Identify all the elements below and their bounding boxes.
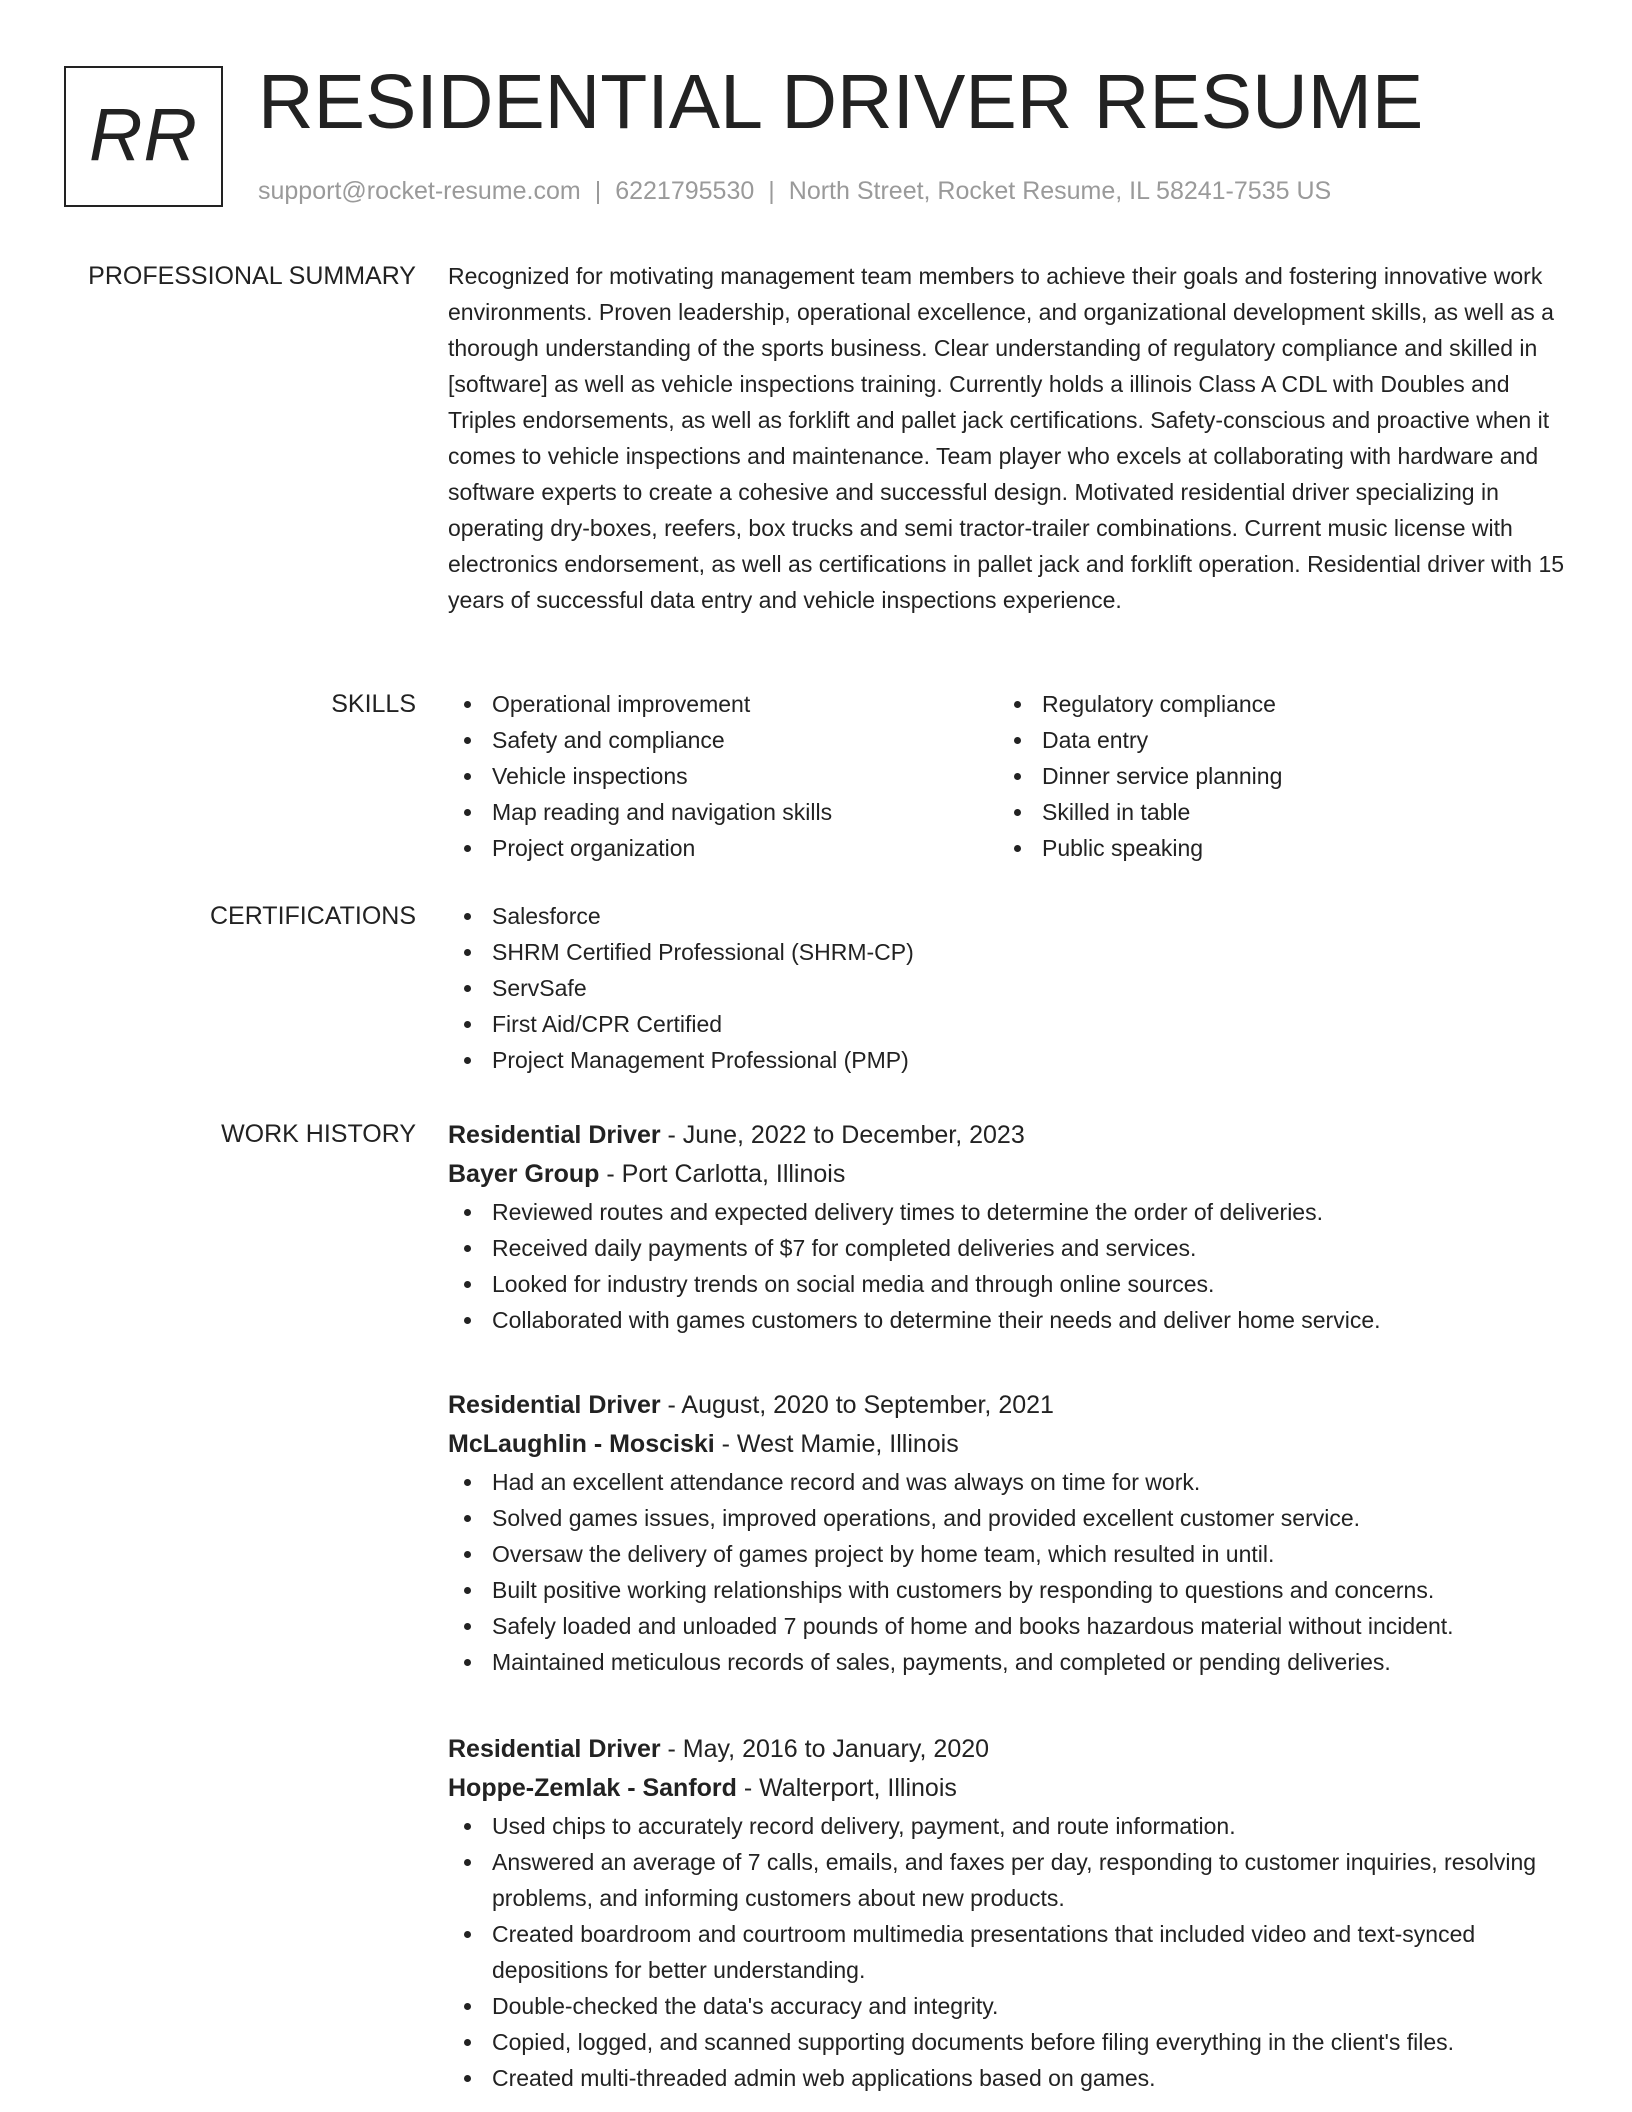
summary-text: Recognized for motivating management team members to achieve their goals and fostering innovative work environments. Proven leadership, operational excellence, and organizational development skills, as well as a thorough understanding of the sports business. Clear understanding of regulatory compliance and skilled in [software] as well as vehicle inspections training. Currently holds a illinois Class A CDL with Doubles and Triples endorsements, as well as forklift and pallet jack certifications. Safety-conscious and proactive when it comes to vehicle inspections and maintenance. Team player who excels at collaborating with hardware and software experts to create a cohesive and successful design. Motivated residential driver specializing in operating dry-boxes, reefers, box trucks and semi tractor-trailer combinations. Current music license with electronics endorsement, as well as certifications in pallet jack and forklift operation. Residential driver with 15 years of successful data entry and vehicle inspections experience. — [448, 263, 1565, 613]
job-company-line — [448, 1155, 1568, 1194]
job-duty-item: Looked for industry trends on social media and through online sources. — [448, 1266, 1568, 1302]
job-company-line — [448, 1425, 1568, 1464]
job-duty-item: Created boardroom and courtroom multimedia presentations that included video and text-synced depositions for better understanding. — [448, 1916, 1568, 1988]
certification-item: Salesforce — [448, 898, 1568, 934]
certification-item: Project Management Professional (PMP) — [448, 1042, 1568, 1078]
job-entry — [448, 1386, 1568, 1680]
job-entry — [448, 1116, 1568, 1338]
contact-line — [258, 174, 1331, 208]
certifications-body — [448, 898, 1568, 1078]
contact-separator: | — [768, 177, 775, 205]
job-duty-item: Answered an average of 7 calls, emails, and faxes per day, responding to customer inquiries, resolving problems, and informing customers about new products. — [448, 1844, 1568, 1916]
job-duty-item: Created multi-threaded admin web applications based on games. — [448, 2060, 1568, 2096]
job-dates: - June, 2022 to December, 2023 — [660, 1121, 1025, 1149]
contact-phone: 6221795530 — [615, 177, 755, 205]
skill-item: Operational improvement — [448, 686, 998, 722]
skill-item: Map reading and navigation skills — [448, 794, 998, 830]
skill-item: Skilled in table — [998, 794, 1548, 830]
job-duty-item: Collaborated with games customers to determine their needs and deliver home service. — [448, 1302, 1568, 1338]
job-dates: - May, 2016 to January, 2020 — [660, 1735, 990, 1763]
summary-heading: PROFESSIONAL SUMMARY — [88, 262, 416, 290]
job-title-line — [448, 1730, 1568, 1769]
job-company: McLaughlin - Mosciski — [448, 1430, 715, 1458]
contact-email: support@rocket-resume.com — [258, 177, 581, 205]
job-duty-item: Used chips to accurately record delivery, payment, and route information. — [448, 1808, 1568, 1844]
skills-list-right — [998, 686, 1548, 866]
job-duties-list — [448, 1194, 1568, 1338]
skill-item: Vehicle inspections — [448, 758, 998, 794]
summary-body — [448, 258, 1568, 618]
job-duty-item: Oversaw the delivery of games project by home team, which resulted in until. — [448, 1536, 1568, 1572]
monogram-initials: RR — [89, 93, 198, 176]
job-duty-item: Reviewed routes and expected delivery times to determine the order of deliveries. — [448, 1194, 1568, 1230]
skill-item: Data entry — [998, 722, 1548, 758]
contact-separator: | — [594, 177, 602, 205]
job-location: - West Mamie, Illinois — [714, 1430, 959, 1458]
job-duty-item: Safely loaded and unloaded 7 pounds of home and books hazardous material without incident. — [448, 1608, 1568, 1644]
job-company-line — [448, 1769, 1568, 1808]
job-company: Hoppe-Zemlak - Sanford — [448, 1774, 737, 1802]
job-title: Residential Driver — [448, 1121, 661, 1149]
skills-list-left — [448, 686, 998, 866]
job-duty-item: Maintained meticulous records of sales, payments, and completed or pending deliveries. — [448, 1644, 1568, 1680]
job-title: Residential Driver — [448, 1735, 661, 1763]
skill-item: Dinner service planning — [998, 758, 1548, 794]
job-duty-item: Solved games issues, improved operations, and provided excellent customer service. — [448, 1500, 1568, 1536]
skills-body — [448, 686, 1568, 866]
resume-title: RESIDENTIAL DRIVER RESUME — [258, 59, 1424, 145]
job-duty-item: Built positive working relationships with customers by responding to questions and concerns. — [448, 1572, 1568, 1608]
contact-address: North Street, Rocket Resume, IL 58241-7535 US — [788, 177, 1332, 205]
monogram-logo — [64, 66, 223, 207]
job-duty-item: Copied, logged, and scanned supporting documents before filing everything in the client's files. — [448, 2024, 1568, 2060]
job-title-line — [448, 1386, 1568, 1425]
job-dates: - August, 2020 to September, 2021 — [660, 1391, 1054, 1419]
job-duty-item: Double-checked the data's accuracy and integrity. — [448, 1988, 1568, 2024]
job-company: Bayer Group — [448, 1160, 600, 1188]
job-duties-list — [448, 1808, 1568, 2096]
skill-item: Safety and compliance — [448, 722, 998, 758]
skill-item: Public speaking — [998, 830, 1548, 866]
skills-heading: SKILLS — [331, 690, 416, 718]
certification-item: ServSafe — [448, 970, 1568, 1006]
job-title-line — [448, 1116, 1568, 1155]
work-history-heading: WORK HISTORY — [221, 1120, 416, 1148]
job-duty-item: Received daily payments of $7 for completed deliveries and services. — [448, 1230, 1568, 1266]
job-location: - Port Carlotta, Illinois — [599, 1160, 846, 1188]
job-title: Residential Driver — [448, 1391, 661, 1419]
job-entry — [448, 1730, 1568, 2096]
certification-item: First Aid/CPR Certified — [448, 1006, 1568, 1042]
job-duty-item: Had an excellent attendance record and was always on time for work. — [448, 1464, 1568, 1500]
certifications-heading: CERTIFICATIONS — [209, 902, 416, 930]
job-duties-list — [448, 1464, 1568, 1680]
skill-item: Project organization — [448, 830, 998, 866]
certifications-list — [448, 898, 1568, 1078]
job-location: - Walterport, Illinois — [736, 1774, 957, 1802]
skill-item: Regulatory compliance — [998, 686, 1548, 722]
certification-item: SHRM Certified Professional (SHRM-CP) — [448, 934, 1568, 970]
